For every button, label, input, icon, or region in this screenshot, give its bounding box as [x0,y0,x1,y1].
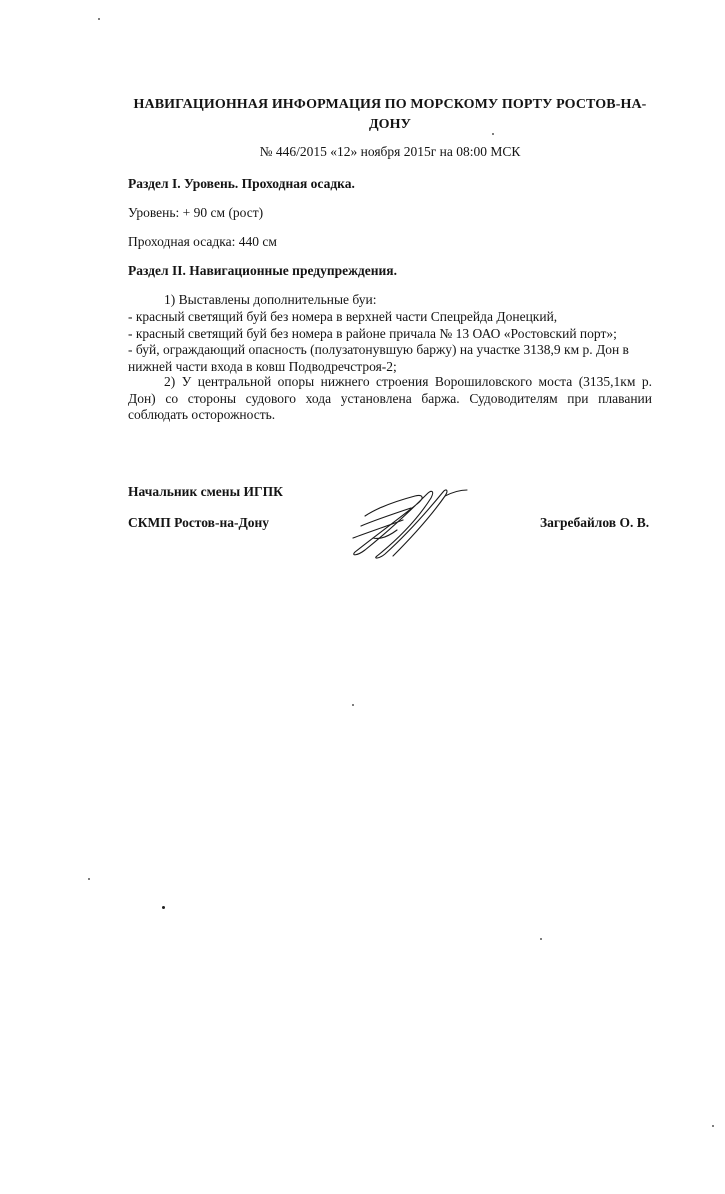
warning-item-2: 2) У центральной опоры нижнего строения Ворошиловского моста (3135,1км р. Дон) со стороны судового хода установлена баржа. Судоводителям при плавании соблюдать осторожность. [128,374,652,422]
scan-speck [162,906,165,909]
scan-speck [492,133,494,135]
handwritten-signature [345,480,470,560]
buoy-list [128,309,652,375]
section-1-heading: Раздел I. Уровень. Проходная осадка. [128,176,355,191]
signatory-organization: СКМП Ростов-на-Дону [128,515,270,530]
warning-item-1: 1) Выставлены дополнительные буи: [164,292,377,307]
scan-speck [98,18,100,20]
signatory-position: Начальник смены ИГПК [128,484,283,499]
buoy-item: - красный светящий буй без номера в верхней части Спецрейда Донецкий, [128,309,558,324]
scan-speck [352,704,354,706]
buoy-item: - буй, ограждающий опасность (полузатонувшую баржу) на участке 3138,9 км р. Дон в нижней части входа в ковш Подводречстроя-2; [128,342,629,374]
scan-speck [712,1125,714,1127]
buoy-item: - красный светящий буй без номера в районе причала № 13 ОАО «Ростовский порт»; [128,325,617,341]
signatory-name: Загребайлов О. В. [540,515,650,530]
scan-speck [88,878,90,880]
water-level-line: Уровень: + 90 см (рост) [128,205,264,220]
document-number-date: № 446/2015 «12» ноября 2015г на 08:00 МСК [259,144,521,159]
document-title: НАВИГАЦИОННАЯ ИНФОРМАЦИЯ ПО МОРСКОМУ ПОРТУ РОСТОВ-НА-ДОНУ [133,97,647,132]
section-2-heading: Раздел II. Навигационные предупреждения. [128,263,397,278]
passage-draft-line: Проходная осадка: 440 см [128,234,277,249]
scan-speck [540,938,542,940]
